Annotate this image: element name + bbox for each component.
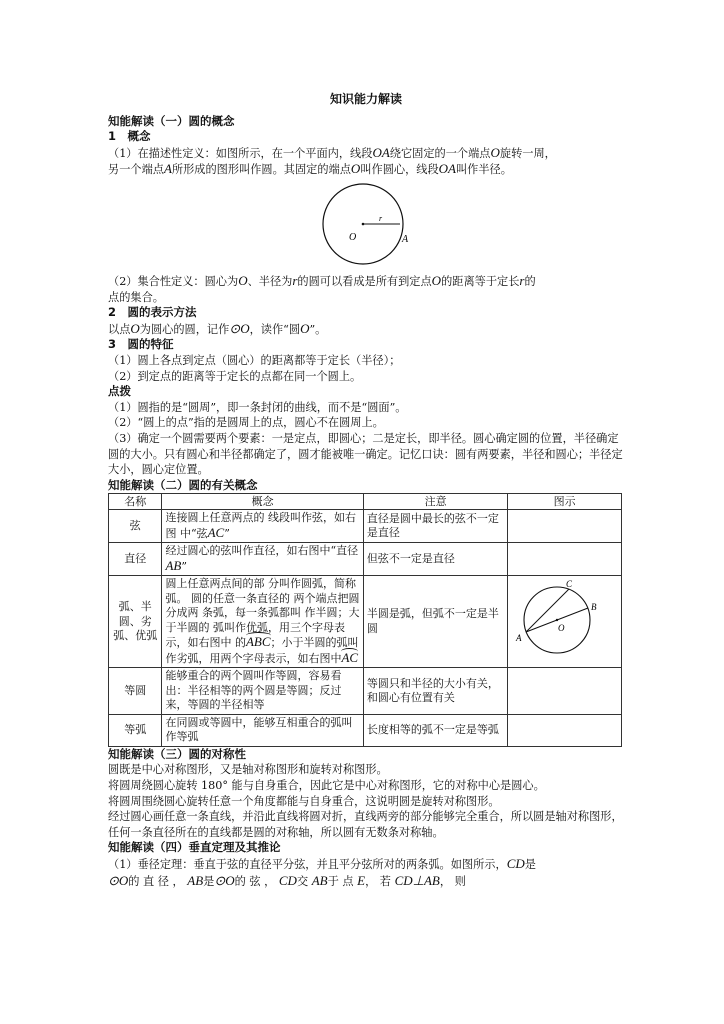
center-point [362, 223, 365, 226]
section-heading-3: 知能解读（三）圆的对称性 [108, 746, 246, 761]
row-figure-arc [508, 576, 622, 668]
symmetry-line-1: 圆既是中心对称图形，又是轴对称图形和旋转对称图形。 [108, 763, 388, 777]
row-name-equal-arcs: 等弧 [109, 714, 162, 746]
paragraph-set-definition: （2）集合性定义：圆心为O、半径为r的圆可以看成是所有到定点O的距离等于定长r的 点的集合。 [108, 272, 536, 304]
arc-center-point [556, 618, 558, 620]
row-figure-equal-arcs [508, 714, 622, 746]
label-r: r [379, 213, 383, 223]
label-C: C [566, 579, 573, 589]
table-header-row [109, 494, 622, 510]
header-note: 注意 [363, 494, 507, 510]
table-row [109, 510, 622, 543]
paragraph-notation: 以点O为圆心的圆，记作⊙O，读作“圆O”。 [108, 320, 327, 336]
row-name-diameter: 直径 [109, 543, 162, 576]
label-O: O [349, 231, 357, 243]
row-note-arc: 半圆是弧，但弧不一定是半圆 [363, 576, 507, 668]
paragraph-descriptive-definition: （1）在描述性定义：如图所示，在一个平面内，线段OA绕它固定的一个端点O旋转一周， 另一个端点A所形成的图形叫作圆。其固定的端点O叫作圆心，线段OA叫作半径。 [108, 144, 556, 177]
feature-2: （2）到定点的距离等于定长的点都在同一个圆上。 [108, 369, 362, 383]
table-row [109, 714, 622, 746]
symmetry-line-3: 将圆周围绕圆心旋转任意一个角度都能与自身重合，这说明圆是旋转对称图形。 [108, 794, 500, 808]
row-figure-diameter [508, 543, 622, 576]
row-note-chord: 直径是圆中最长的弦不一定是直径 [363, 510, 507, 543]
arc-diagram [511, 580, 601, 660]
document-page [108, 92, 624, 889]
section-heading-2: 知能解读（二）圆的有关概念 [108, 477, 258, 492]
section-heading-4: 知能解读（四）垂直定理及其推论 [108, 840, 281, 855]
theorem-line-2: ⊙O的 直 径 ， AB是⊙O的 弦 ， CD交 AB于 点 E， 若 CD⊥AB， 则 [108, 872, 466, 888]
tip-1: （1）圆指的是“圆周”，即一条封闭的曲线，而不是“圆面”。 [108, 400, 407, 414]
theorem-line-1: （1）垂径定理：垂直于弦的直径平分弦，并且平分弦所对的两条弧。如图所示，CD是 [108, 855, 536, 871]
row-figure-equal-circles [508, 668, 622, 715]
row-concept-arc: 圆上任意两点间的部 分叫作圆弧，简称弧。 圆的任意一条直径的 两个端点把圆分成两 条弧，每一条弧都叫 作半圆；大于半圆的 弧叫作优弧，用三个字母表示，如右图中 的ABC；小于半圆的弧叫作劣弧，用两个字母表示，如右图中AC [162, 576, 363, 668]
subheading-notation: 2 圆的表示方法 [108, 305, 197, 320]
subheading-features: 3 圆的特征 [108, 337, 174, 352]
circle-diagram [313, 180, 413, 272]
symmetry-line-4: 经过圆心画任意一条直线，并沿此直线将圆对折，直线两旁的部分能够完全重合，所以圆是轴对称图形，任何一条直径所在的直线都是圆的对称轴，所以圆有无数条对称轴。 [108, 810, 623, 839]
row-concept-chord: 连接圆上任意两点的 线段叫作弦，如右图 中“弦AC” [162, 510, 363, 543]
section-heading-1: 知能解读（一）圆的概念 [108, 113, 235, 128]
row-concept-diameter: 经过圆心的弦叫作直径，如右图中“直径AB” [162, 543, 363, 576]
row-note-diameter: 但弦不一定是直径 [363, 543, 507, 576]
page-title: 知识能力解读 [329, 92, 402, 106]
feature-1: （1）圆上各点到定点（圆心）的距离都等于定长（半径）； [108, 353, 401, 367]
header-figure: 图示 [508, 494, 622, 510]
subheading-concept: 1 概念 [108, 129, 151, 144]
concept-table [108, 493, 622, 747]
row-name-chord: 弦 [109, 510, 162, 543]
row-note-equal-circles: 等圆只和半径的大小有关，和圆心有位置有关 [363, 668, 507, 715]
symmetry-line-2: 将圆周绕圆心旋转 180° 能与自身重合，因此它是中心对称图形，它的对称中心是圆心。 [108, 778, 545, 792]
table-row [109, 543, 622, 576]
table-row [109, 668, 622, 715]
row-concept-equal-circles: 能够重合的两个圆叫作等圆，容易看出：半径相等的两个圆是等圆；反过来，等圆的半径相等 [162, 668, 363, 715]
row-note-equal-arcs: 长度相等的弧不一定是等弧 [363, 714, 507, 746]
header-name: 名称 [109, 494, 162, 510]
table-row [109, 576, 622, 668]
tip-heading: 点拨 [108, 384, 131, 399]
label-A-2: A [516, 632, 522, 643]
circle-figure [108, 178, 624, 273]
tip-3: （3）确定一个圆需要两个要素：一是定点，即圆心；二是定长，即半径。圆心确定圆的位置，半径确定圆的大小。只有圆心和半径都确定了，圆才能被唯一确定。记忆口诀：圆有两要素，半径和圆心；半径定大小，圆心定位置。 [108, 431, 623, 477]
row-name-equal-circles: 等圆 [109, 668, 162, 715]
row-figure-chord [508, 510, 622, 543]
label-A: A [402, 233, 409, 245]
label-O-2: O [558, 622, 565, 633]
header-concept: 概念 [162, 494, 363, 510]
tip-2: （2）“圆上的点”指的是圆周上的点，圆心不在圆周上。 [108, 416, 384, 430]
label-B: B [591, 601, 597, 612]
row-concept-equal-arcs: 在同圆或等圆中，能够互相重合的弧叫作等弧 [162, 714, 363, 746]
row-name-arc: 弧、半圆、劣弧、优弧 [109, 576, 162, 668]
